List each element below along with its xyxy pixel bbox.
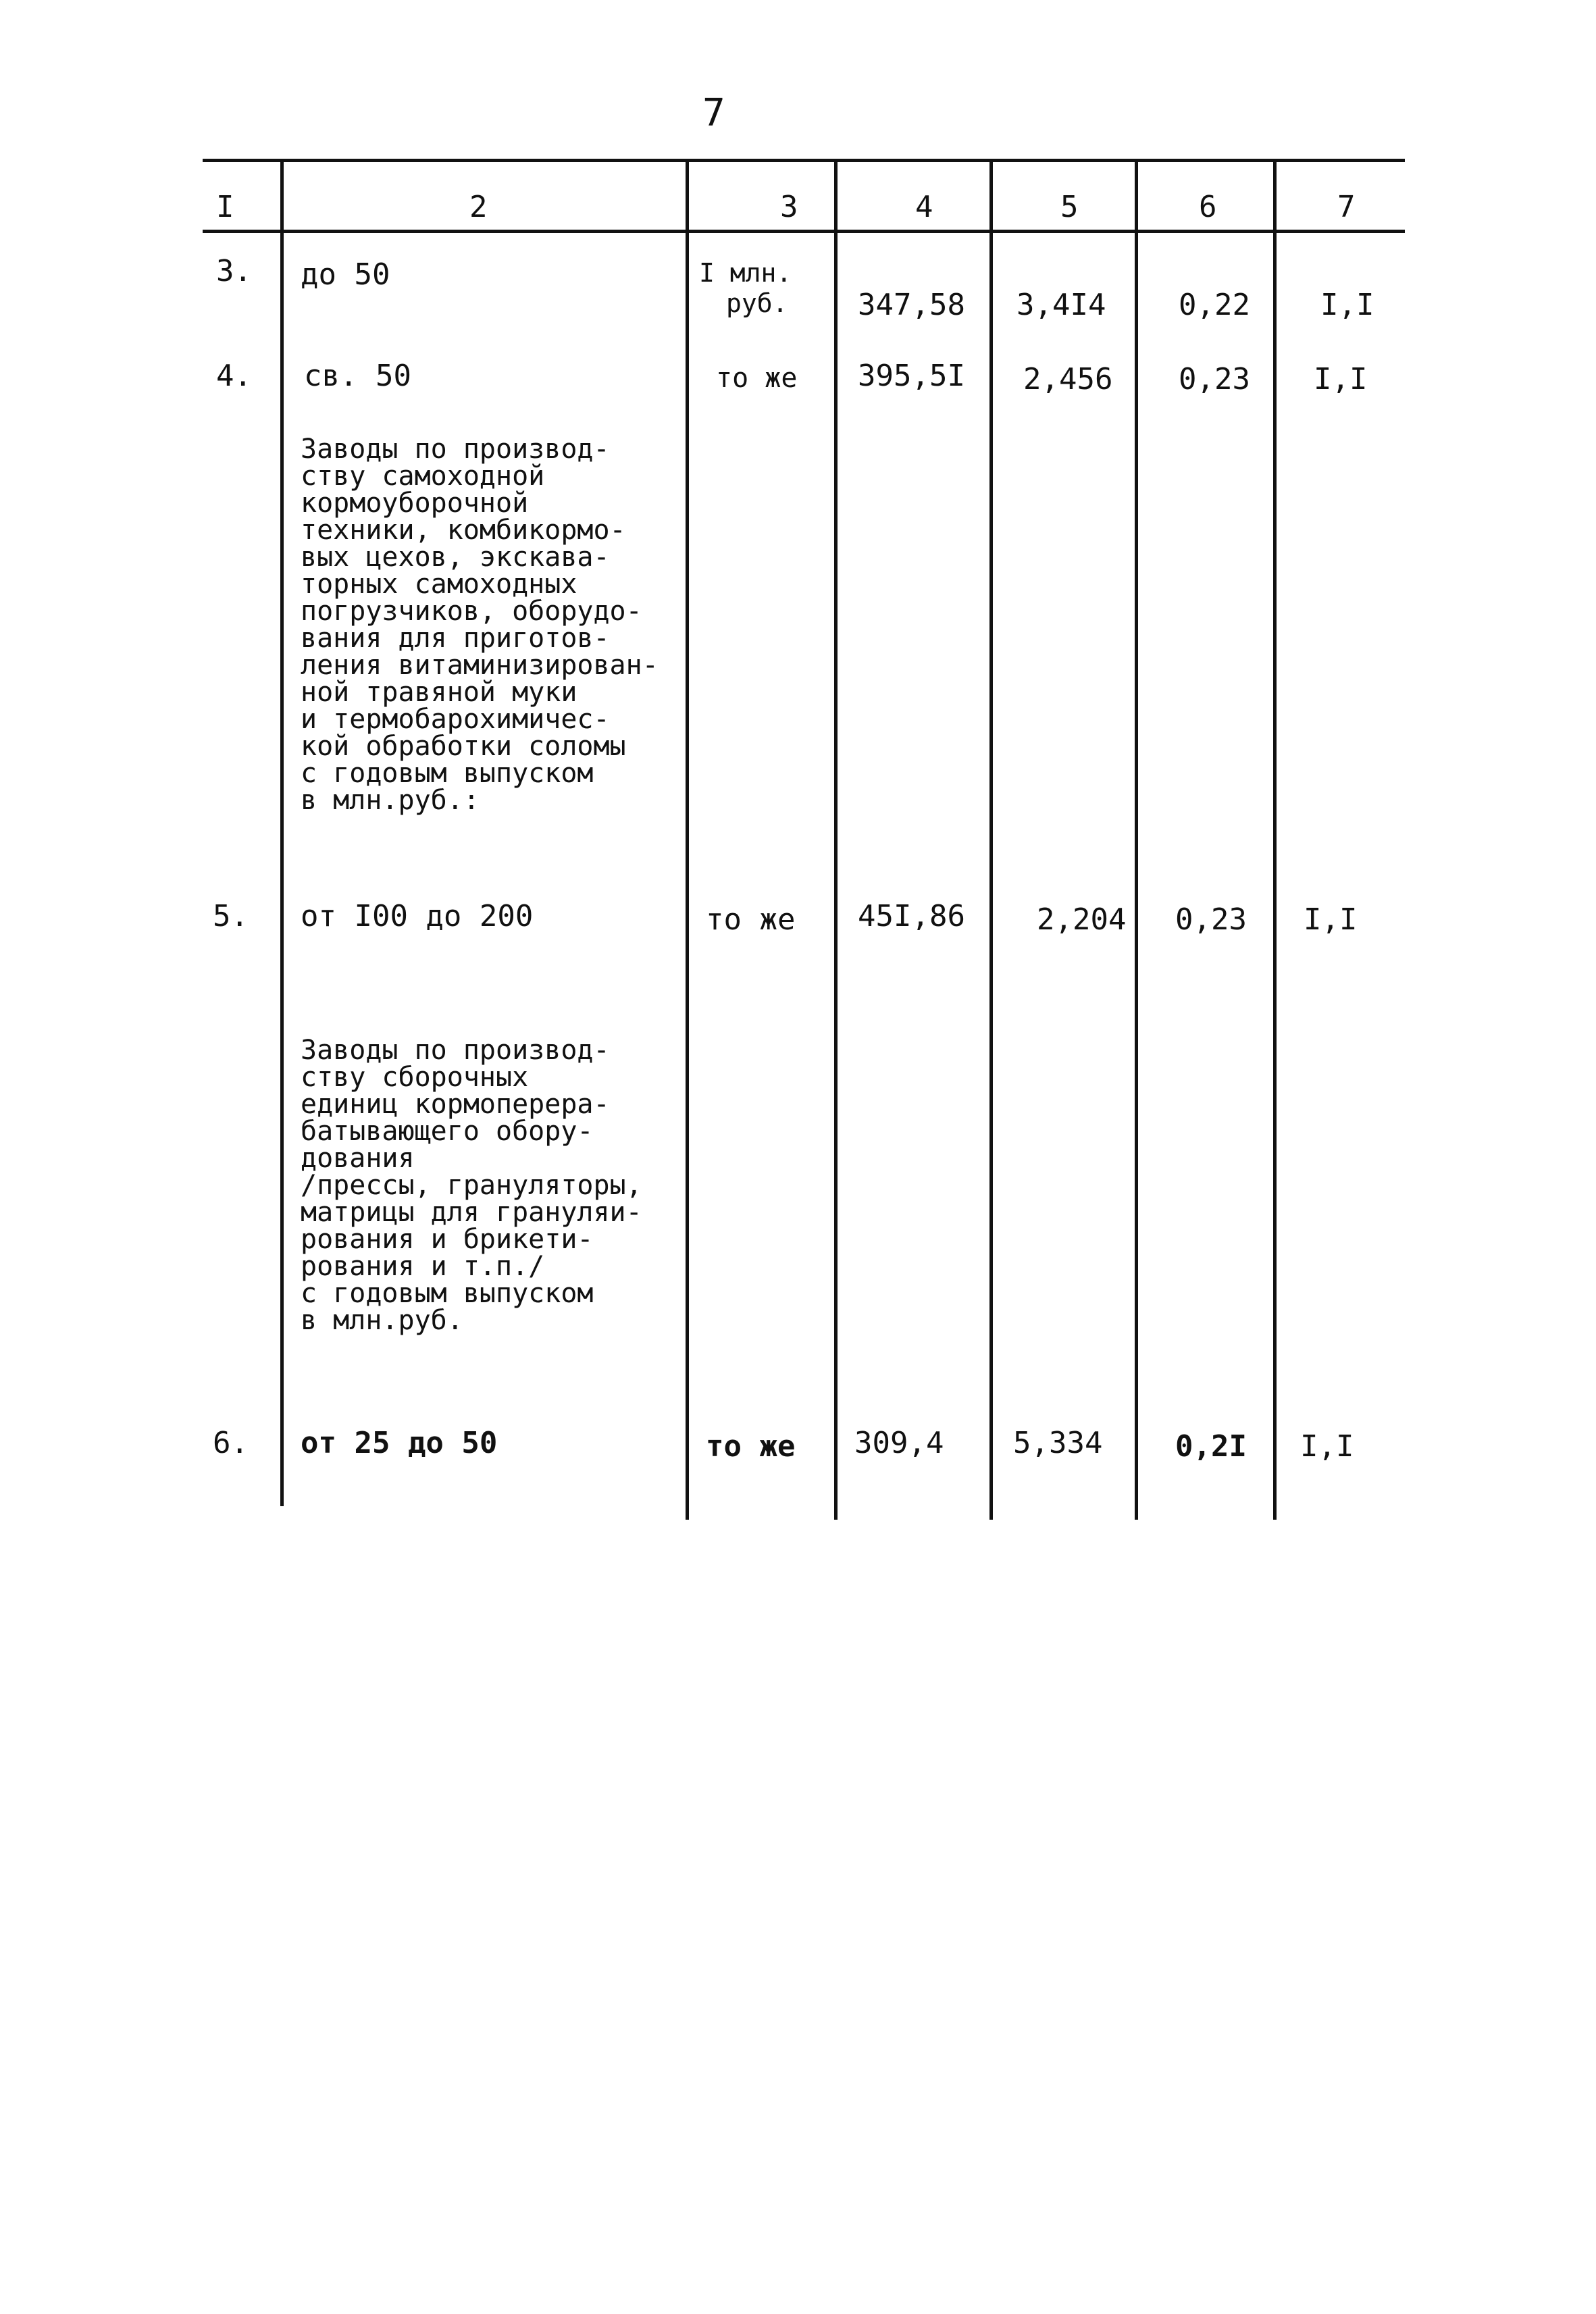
row-3-col4: 347,58 xyxy=(858,288,965,322)
header-col-4: 4 xyxy=(915,190,933,224)
header-col-1: I xyxy=(216,190,234,224)
col-divider-2 xyxy=(686,159,689,1520)
header-col-3: 3 xyxy=(780,190,798,224)
row-6-name: от 25 до 50 xyxy=(301,1426,498,1460)
row-6-num: 6. xyxy=(213,1426,249,1460)
col-divider-3 xyxy=(834,159,838,1520)
col-divider-4 xyxy=(989,159,993,1520)
row-4-unit: то же xyxy=(716,363,798,394)
table-header-rule xyxy=(203,230,1405,233)
row-4-col6: 0,23 xyxy=(1179,362,1250,396)
row-3-name: до 50 xyxy=(301,257,390,292)
col-divider-6 xyxy=(1273,159,1277,1520)
row-6-col4: 309,4 xyxy=(854,1426,944,1460)
header-col-7: 7 xyxy=(1337,190,1356,224)
row-5-col6: 0,23 xyxy=(1175,902,1247,937)
page-number: 7 xyxy=(702,91,725,135)
row-3-num: 3. xyxy=(216,254,252,288)
col-divider-5 xyxy=(1135,159,1138,1520)
header-col-2: 2 xyxy=(469,190,488,224)
row-5-unit: то же xyxy=(706,902,796,937)
row-3-col7: I,I xyxy=(1320,288,1374,322)
header-col-5: 5 xyxy=(1060,190,1079,224)
row-5-name: от I00 до 200 xyxy=(301,899,534,933)
row-4-col7: I,I xyxy=(1314,362,1368,396)
row-4-num: 4. xyxy=(216,359,252,393)
row-4-col4: 395,5I xyxy=(858,359,965,393)
group-2-description: Заводы по производ- ству сборочных единиц кормоперера- батывающего обору- дования /прессы, грануляторы, матрицы для грануляи- рования и брикети- рования и т.п./ с годовым выпуском в млн.руб. xyxy=(301,1035,642,1336)
row-5-num: 5. xyxy=(213,899,249,933)
table-top-rule xyxy=(203,159,1405,162)
row-5-col7: I,I xyxy=(1304,902,1358,937)
header-col-6: 6 xyxy=(1199,190,1217,224)
row-5-col4: 45I,86 xyxy=(858,899,965,933)
row-3-unit-line2: руб. xyxy=(726,288,788,318)
row-6-col6: 0,2I xyxy=(1175,1429,1247,1464)
row-6-col5: 5,334 xyxy=(1013,1426,1103,1460)
col-divider-1 xyxy=(280,159,284,1506)
row-3-col5: 3,4I4 xyxy=(1016,288,1106,322)
row-4-col5: 2,456 xyxy=(1023,362,1113,396)
row-5-col5: 2,204 xyxy=(1037,902,1127,937)
group-1-description: Заводы по производ- ству самоходной кормоуборочной техники, комбикормо- вых цехов, экскава- торных самоходных погрузчиков, оборудо- вания для приготов- ления витаминизирован- ной травяной муки и термобарохимичес- кой обработки соломы с годовым выпуском в млн.руб.: xyxy=(301,434,659,816)
row-3-col6: 0,22 xyxy=(1179,288,1250,322)
row-6-unit: то же xyxy=(706,1429,796,1464)
row-4-name: св. 50 xyxy=(304,359,411,393)
row-6-col7: I,I xyxy=(1300,1429,1354,1464)
row-3-unit-line1: I млн. xyxy=(699,258,792,288)
data-table xyxy=(203,159,1405,1526)
